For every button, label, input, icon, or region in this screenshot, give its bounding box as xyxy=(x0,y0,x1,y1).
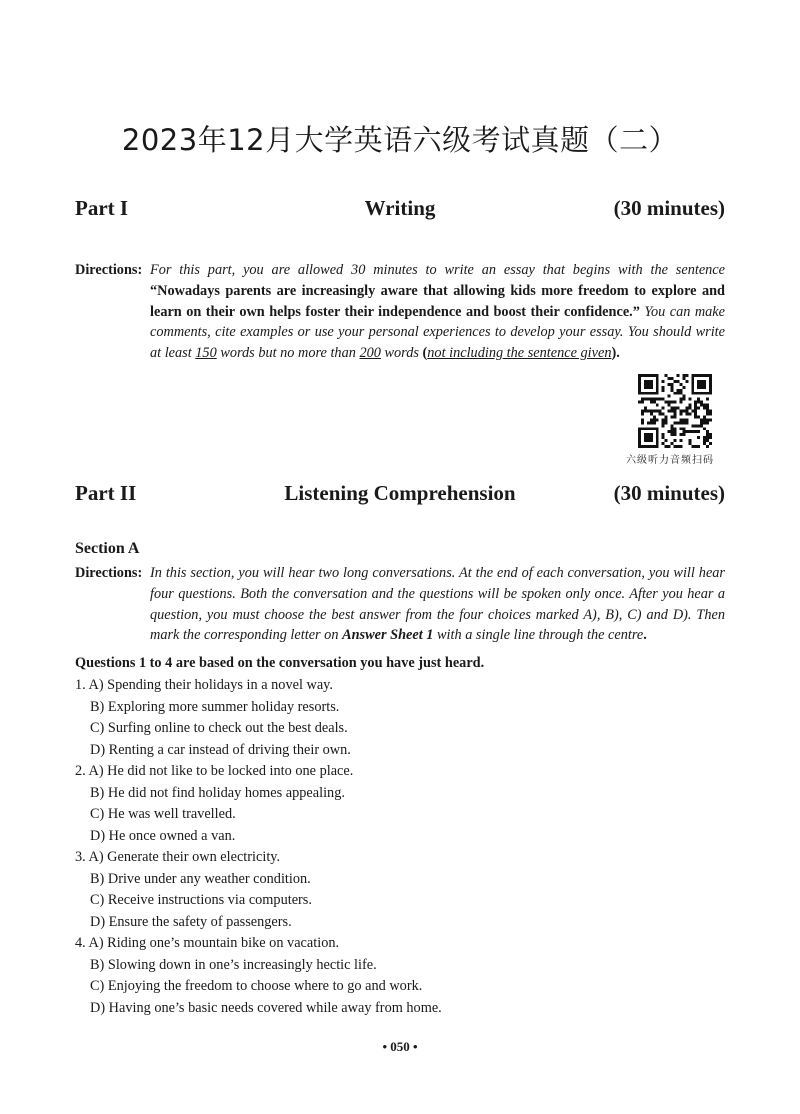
question-3-option-b: B) Drive under any weather condition. xyxy=(90,870,311,887)
question-2-option-d: D) He once owned a van. xyxy=(90,827,236,844)
writing-instructions: You can make comments, cite examples or use your personal experiences to develop your essay. You should write at least xyxy=(150,303,725,362)
part-1-time: (30 minutes) xyxy=(613,196,725,220)
question-4-option-a: 4. A) Riding one’s mountain bike on vacation. xyxy=(75,935,340,951)
part-1-name: Writing xyxy=(364,196,436,220)
questions-heading: Questions 1 to 4 are based on the conversation you have just heard. xyxy=(75,655,485,671)
question-2-option-c: C) He was well travelled. xyxy=(90,806,236,822)
question-2-option-b: B) He did not find holiday homes appealing. xyxy=(90,784,345,801)
page-number: • 050 • xyxy=(382,1039,418,1054)
question-1-option-d: D) Renting a car instead of driving their own. xyxy=(90,741,351,758)
part-2-label: Part II xyxy=(75,481,137,505)
listening-instructions-end: with a single line through the centre xyxy=(437,627,644,644)
question-3-option-a: 3. A) Generate their own electricity. xyxy=(75,849,281,865)
part-1-header xyxy=(75,196,725,226)
qr-caption: 六级听力音频扫码 xyxy=(626,455,714,466)
directions-label: Directions: xyxy=(75,262,143,278)
directions-label: Directions: xyxy=(75,565,143,581)
part-2-time: (30 minutes) xyxy=(613,481,725,505)
listening-directions-body xyxy=(150,563,725,646)
question-3-option-d: D) Ensure the safety of passengers. xyxy=(90,913,292,930)
max-words: 200 xyxy=(359,345,381,362)
listening-instructions: In this section, you will hear two long conversations. At the end of each conversation, you will hear four questions. Both the conversation and the questions will be spoken only once. After you hear a question, you must choose the best answer from the four choices marked A), B), C) and D). Then mark the corresponding letter on xyxy=(150,565,725,644)
part-2-header xyxy=(75,481,725,511)
writing-directions-body xyxy=(150,260,725,364)
question-list xyxy=(75,675,442,1019)
question-1-option-b: B) Exploring more summer holiday resorts. xyxy=(90,698,340,715)
writing-note: not including the sentence given xyxy=(427,345,612,362)
question-1-option-a: 1. A) Spending their holidays in a novel way. xyxy=(75,677,333,693)
writing-directions xyxy=(75,260,725,364)
section-a-heading: Section A xyxy=(75,540,140,557)
listening-directions xyxy=(75,563,725,646)
answer-sheet-ref: Answer Sheet 1 xyxy=(342,627,434,644)
writing-mid: words but no more than xyxy=(220,345,356,362)
question-4-option-c: C) Enjoying the freedom to choose where to go and work. xyxy=(90,978,423,994)
question-4-option-b: B) Slowing down in one’s increasingly hectic life. xyxy=(90,956,377,973)
period: . xyxy=(643,627,647,644)
paren-open: ( xyxy=(422,345,428,362)
writing-words: words xyxy=(384,345,419,362)
writing-intro: For this part, you are allowed 30 minutes to write an essay that begins with the sentence xyxy=(150,262,725,278)
question-4-option-d: D) Having one’s basic needs covered while away from home. xyxy=(90,999,442,1016)
qr-code-icon[interactable] xyxy=(638,374,712,448)
part-2-name: Listening Comprehension xyxy=(284,481,516,505)
question-3-option-c: C) Receive instructions via computers. xyxy=(90,892,312,908)
question-2-option-a: 2. A) He did not like to be locked into one place. xyxy=(75,763,354,779)
paren-close: ). xyxy=(611,345,620,362)
min-words: 150 xyxy=(195,345,217,362)
writing-prompt-quote: “Nowadays parents are increasingly aware that allowing kids more freedom to explore and learn on their own helps foster their independence and boost their confidence.” xyxy=(150,282,725,320)
question-1-option-c: C) Surfing online to check out the best deals. xyxy=(90,720,348,736)
part-1-label: Part I xyxy=(75,196,129,220)
page-title: 2023年12月大学英语六级考试真题（二） xyxy=(121,123,679,157)
